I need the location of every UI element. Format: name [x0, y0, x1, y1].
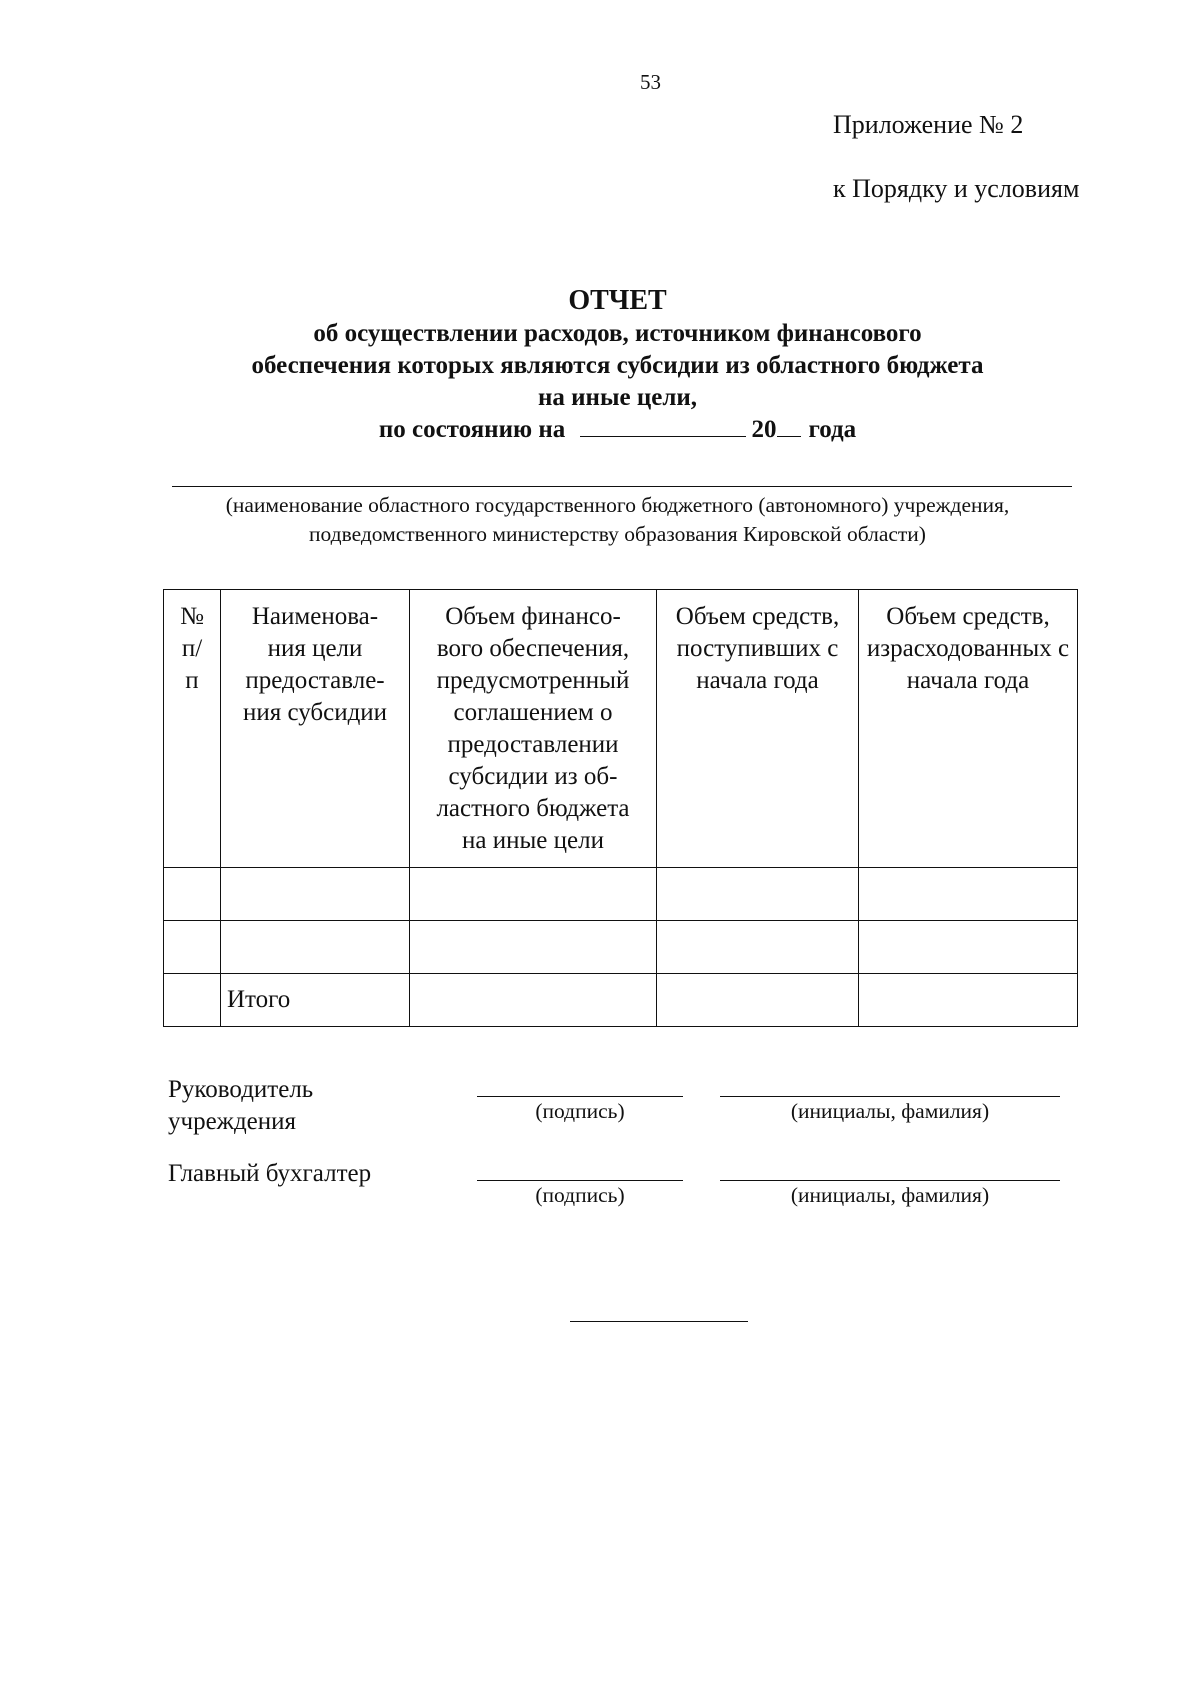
date-prefix: по состоянию на	[378, 416, 566, 443]
total-label: Итого	[221, 974, 410, 1027]
report-heading: ОТЧЕТ	[568, 285, 667, 316]
report-date-line	[150, 414, 1085, 446]
table-cell[interactable]	[221, 921, 410, 974]
table-cell[interactable]	[164, 921, 221, 974]
organization-name-line[interactable]	[172, 486, 1072, 487]
organization-caption-line-2: подведомственного министерству образования Кировской области)	[309, 522, 926, 546]
accountant-signature-caption: (подпись)	[535, 1183, 625, 1207]
page-number: 53	[640, 70, 661, 94]
table-cell[interactable]	[164, 974, 221, 1027]
header-received-funds: Объем средств, поступивших с начала года	[657, 590, 859, 868]
table-cell[interactable]	[859, 868, 1078, 921]
head-signature-caption: (подпись)	[535, 1099, 625, 1123]
date-day-month-blank[interactable]	[580, 414, 746, 437]
report-subtitle-line-2: обеспечения которых являются субсидии из областного бюджета	[251, 352, 984, 379]
date-year-prefix: 20	[751, 416, 777, 443]
table-cell[interactable]	[410, 974, 657, 1027]
document-end-separator	[570, 1321, 748, 1322]
accountant-name-caption: (инициалы, фамилия)	[790, 1183, 990, 1207]
report-subtitle-line-3: на иные цели,	[537, 384, 697, 411]
table-cell[interactable]	[657, 921, 859, 974]
head-label-line-1: Руководитель	[168, 1076, 314, 1103]
table-cell[interactable]	[221, 868, 410, 921]
header-funding-volume: Объем финансо-вого обеспечения, предусмотренный соглашением о предоставлении субсидии из об-ластного бюджета на иные цели	[410, 590, 657, 868]
report-subtitle-line-1: об осуществлении расходов, источником финансового	[313, 320, 922, 347]
table-cell[interactable]	[859, 974, 1078, 1027]
table-cell[interactable]	[657, 868, 859, 921]
appendix-reference: к Порядку и условиям	[833, 174, 1080, 203]
chief-accountant-label: Главный бухгалтер	[168, 1160, 372, 1187]
report-table	[163, 589, 1078, 1027]
accountant-signature-line[interactable]	[477, 1180, 683, 1181]
date-suffix: года	[808, 416, 857, 443]
table-cell[interactable]	[410, 921, 657, 974]
date-year-blank[interactable]	[777, 414, 801, 437]
header-number: № п/п	[164, 590, 221, 868]
appendix-number: Приложение № 2	[833, 110, 1024, 139]
header-purpose-name: Наименова-ния цели предоставле-ния субсидии	[221, 590, 410, 868]
table-row	[164, 921, 1078, 974]
head-name-caption: (инициалы, фамилия)	[790, 1099, 990, 1123]
accountant-name-line[interactable]	[720, 1180, 1060, 1181]
table-cell[interactable]	[657, 974, 859, 1027]
table-header-row	[164, 590, 1078, 868]
organization-caption	[150, 491, 1085, 549]
table-cell[interactable]	[410, 868, 657, 921]
table-total-row	[164, 974, 1078, 1027]
header-spent-funds: Объем средств, израсходованных с начала года	[859, 590, 1078, 868]
report-title-block	[150, 284, 1085, 446]
organization-caption-line-1: (наименование областного государственного бюджетного (автономного) учреждения,	[225, 493, 1010, 517]
table-cell[interactable]	[859, 921, 1078, 974]
table-cell[interactable]	[164, 868, 221, 921]
head-signature-line[interactable]	[477, 1096, 683, 1097]
head-name-line[interactable]	[720, 1096, 1060, 1097]
table-row	[164, 868, 1078, 921]
head-label-line-2: учреждения	[168, 1108, 297, 1135]
